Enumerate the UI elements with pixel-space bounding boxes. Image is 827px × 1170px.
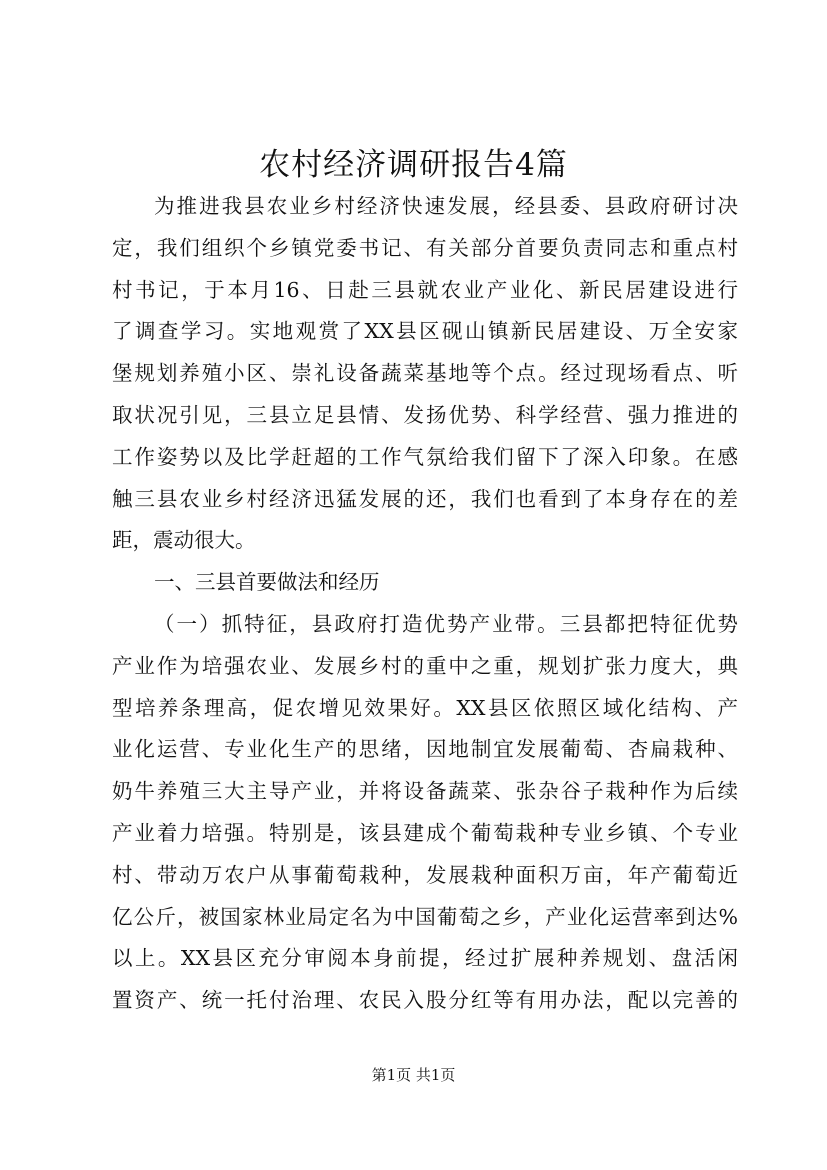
body-line-20: 置资产、统一托付治理、农民入股分红等有用办法，配以完善的 bbox=[112, 988, 738, 1013]
body-line-5: 堡规划养殖小区、崇礼设备蔬菜基地等个点。经过现场看点、听 bbox=[112, 361, 738, 386]
body-line-11: （一）抓特征，县政府打造优势产业带。三县都把特征优势 bbox=[154, 611, 738, 636]
body-line-8: 触三县农业乡村经济迅猛发展的还，我们也看到了本身存在的差 bbox=[112, 486, 738, 511]
body-line-9: 距，震动很大。 bbox=[112, 528, 256, 553]
body-line-19: 以上。XX县区充分审阅本身前提，经过扩展种养规划、盘活闲 bbox=[112, 946, 738, 971]
body-line-18: 亿公斤，被国家林业局定名为中国葡萄之乡，产业化运营率到达% bbox=[112, 904, 738, 929]
body-line-4: 了调查学习。实地观赏了XX县区砚山镇新民居建设、万全安家 bbox=[112, 319, 738, 344]
body-line-3: 村书记，于本月16、日赴三县就农业产业化、新民居建设进行 bbox=[112, 277, 738, 302]
body-line-6: 取状况引见，三县立足县情、发扬优势、科学经营、强力推进的 bbox=[112, 402, 738, 427]
body-line-16: 产业着力培强。特别是，该县建成个葡萄栽种专业乡镇、个专业 bbox=[112, 820, 738, 845]
body-line-12: 产业作为培强农业、发展乡村的重中之重，规划扩张力度大，典 bbox=[112, 653, 738, 678]
body-line-13: 型培养条理高，促农增见效果好。XX县区依照区域化结构、产 bbox=[112, 695, 738, 720]
document-title: 农村经济调研报告4篇 bbox=[259, 147, 568, 183]
body-line-14: 业化运营、专业化生产的思绪，因地制宜发展葡萄、杏扁栽种、 bbox=[112, 737, 738, 762]
body-line-1: 为推进我县农业乡村经济快速发展，经县委、县政府研讨决 bbox=[154, 194, 738, 218]
section-heading: 一、三县首要做法和经历 bbox=[154, 570, 380, 595]
body-line-2: 定，我们组织个乡镇党委书记、有关部分首要负责同志和重点村 bbox=[112, 235, 738, 260]
body-line-15: 奶牛养殖三大主导产业，并将设备蔬菜、张杂谷子栽种作为后续 bbox=[112, 779, 738, 804]
body-line-17: 村、带动万农户从事葡萄栽种，发展栽种面积万亩，年产葡萄近 bbox=[112, 862, 738, 887]
page-footer: 第1页 共1页 bbox=[371, 1066, 456, 1084]
body-line-7: 工作姿势以及比学赶超的工作气氛给我们留下了深入印象。在感 bbox=[112, 444, 738, 469]
document-body bbox=[112, 186, 738, 1022]
